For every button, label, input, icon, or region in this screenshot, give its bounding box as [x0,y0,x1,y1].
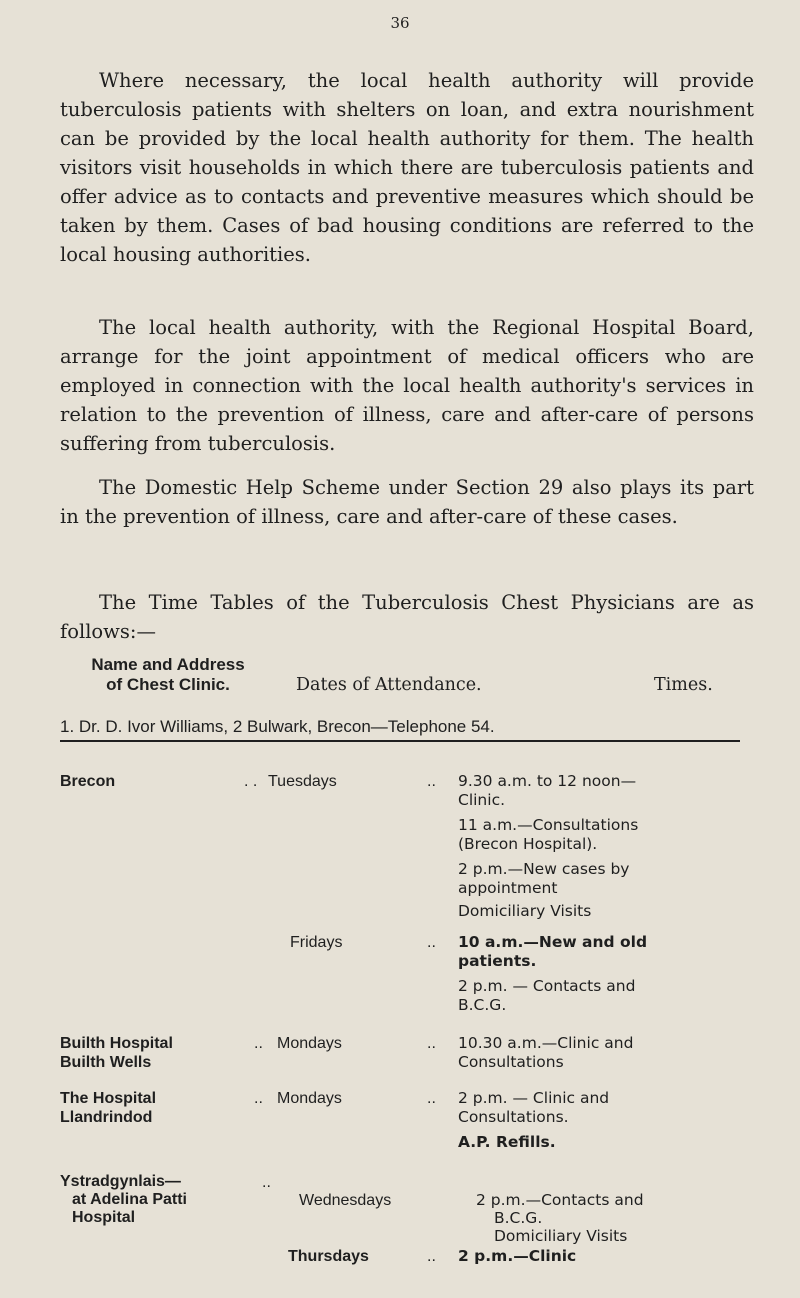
time-line: 2 p.m.—Clinic [458,1247,577,1265]
time-line: 2 p.m. — Clinic and [458,1089,610,1107]
time-line: A.P. Refills. [458,1133,556,1151]
location-line: Ystradgynlais— [60,1173,181,1190]
time-line: 11 a.m.—Consultations [458,816,639,834]
paragraph-joint-appointment: The local health authority, with the Regional Hospital Board, arrange for the joint appointment of medical officers who are employed in connection with the local health authority's services in relation to the prevention of illness, care and after-care of persons suffering from tuberculosis. [60,316,754,455]
time-line: 2 p.m. — Contacts and [458,977,636,995]
column-header-dates: Dates of Attendance. [296,675,482,695]
time-line: Consultations. [458,1108,569,1126]
time-line: 2 p.m.—Contacts and [476,1191,644,1209]
paragraph-shelters: Where necessary, the local health authority will provide tuberculosis patients with shelters on loan, and extra nourishment can be provided by the local health authority for them. The health visitors visit households in which there are tuberculosis patients and offer advice as to contacts and preventive measures which should be taken by them. Cases of bad housing conditions are referred to the local housing authorities. [60,69,754,266]
location-leader-dots: .. [262,1174,271,1191]
location-leader-dots: . . [244,773,258,790]
paragraph-time-tables-intro: The Time Tables of the Tuberculosis Chest Physicians are as follows:— [60,591,754,643]
time-leader-dots: .. [427,1035,436,1052]
row-day: Mondays [277,1035,342,1052]
column-header-name-line2: of Chest Clinic. [106,675,230,694]
location-line: Builth Wells [60,1054,152,1071]
time-line: Clinic. [458,791,506,809]
time-line: Domiciliary Visits [458,902,592,920]
time-line: 2 p.m.—New cases by [458,860,630,878]
time-line: Domiciliary Visits [494,1227,628,1245]
location-leader-dots: .. [254,1090,263,1107]
time-line: 10.30 a.m.—Clinic and [458,1034,634,1052]
row-day: Thursdays [288,1248,369,1265]
row-day: Wednesdays [299,1192,392,1209]
location-line: Llandrindod [60,1109,153,1126]
time-line: 10 a.m.—New and old [458,933,648,951]
time-leader-dots: .. [427,1248,436,1265]
row-location [60,772,260,791]
row-location [60,1034,260,1072]
physician-underline [60,740,740,742]
row-times [458,933,758,1021]
physician-heading: 1. Dr. D. Ivor Williams, 2 Bulwark, Brecon—Telephone 54. [60,717,495,736]
row-location [60,1089,260,1127]
row-day: Fridays [290,934,343,951]
paragraph-domestic-help: The Domestic Help Scheme under Section 29 also plays its part in the prevention of illness, care and after-care of these cases. [60,476,754,528]
time-leader-dots: .. [427,934,436,951]
time-line: B.C.G. [494,1209,543,1227]
time-line: B.C.G. [458,996,507,1014]
row-day: Tuesdays [268,773,337,790]
location-leader-dots: .. [254,1035,263,1052]
column-header-times: Times. [654,675,713,695]
row-location [60,1173,260,1227]
column-header-name-line1: Name and Address [91,655,245,674]
location-line: at Adelina Patti [72,1191,187,1208]
time-line: 9.30 a.m. to 12 noon— [458,772,637,790]
location-line: Brecon [60,773,116,790]
location-line: The Hospital [60,1090,157,1107]
time-line: Consultations [458,1053,564,1071]
time-line: appointment [458,879,558,897]
time-leader-dots: .. [427,773,436,790]
location-line: Hospital [72,1209,136,1226]
row-times [458,1089,758,1152]
row-times [476,1191,776,1245]
time-leader-dots: .. [427,1090,436,1107]
location-line: Builth Hospital [60,1035,173,1052]
column-header-name [78,655,258,695]
row-times [458,772,758,927]
row-times [458,1034,758,1072]
row-day: Mondays [277,1090,342,1107]
page-number: 36 [390,14,410,32]
time-line: patients. [458,952,537,970]
time-line: (Brecon Hospital). [458,835,598,853]
row-times [458,1247,758,1266]
